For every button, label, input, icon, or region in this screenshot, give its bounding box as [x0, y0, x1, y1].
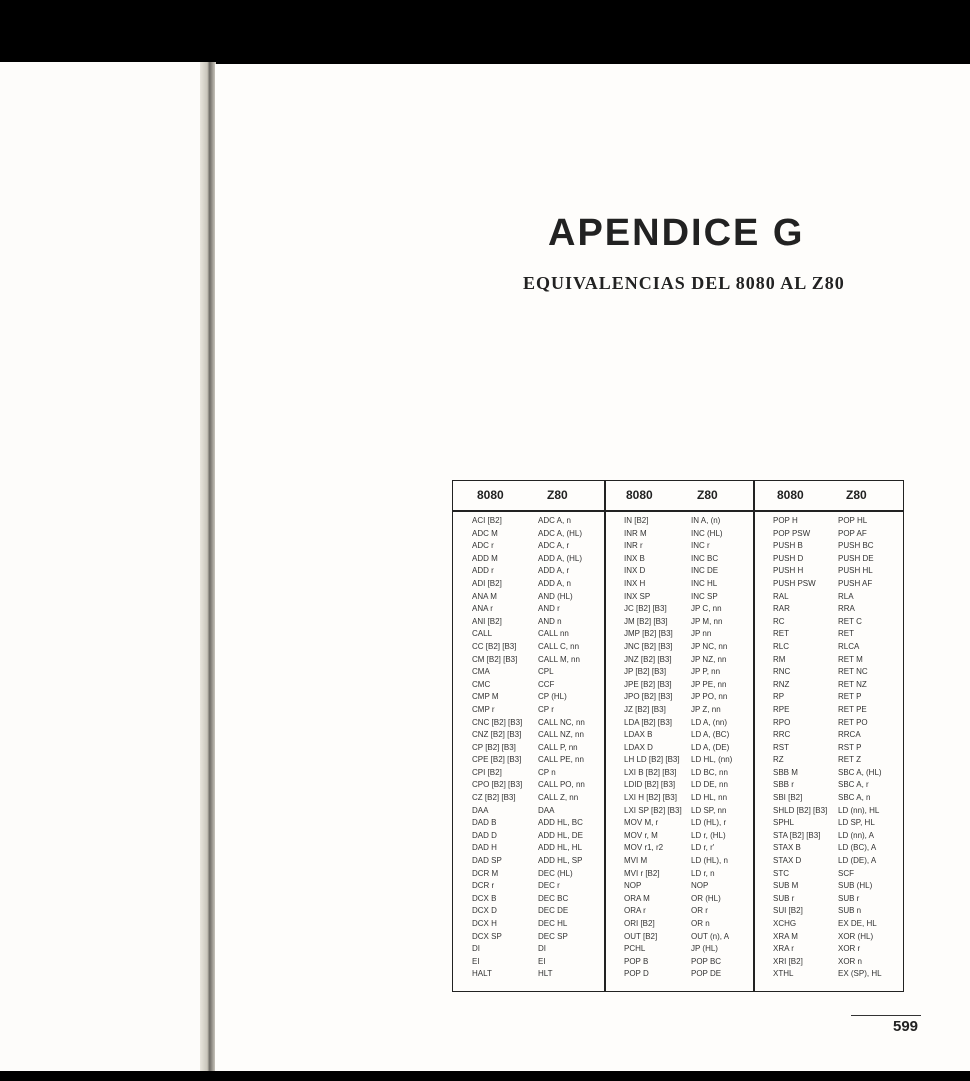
- opcode-8080: DI: [472, 944, 480, 954]
- opcode-8080: RZ: [773, 755, 784, 765]
- opcode-8080: RP: [773, 692, 785, 702]
- bottom-edge: [0, 1071, 970, 1081]
- opcode-z80: XOR n: [838, 956, 863, 966]
- opcode-z80: RET NZ: [838, 679, 867, 689]
- opcode-z80: JP PE, nn: [691, 679, 727, 689]
- opcode-z80: SUB (HL): [838, 881, 873, 891]
- opcode-8080: ORI [B2]: [624, 919, 655, 928]
- opcode-8080: JPE [B2] [B3]: [624, 679, 672, 689]
- opcode-z80: LD (nn), HL: [838, 805, 880, 815]
- opcode-z80: CP r: [538, 704, 554, 714]
- opcode-z80: LD HL, nn: [691, 793, 728, 803]
- opcode-8080: PUSH D: [773, 553, 804, 563]
- opcode-8080: XRA M: [773, 931, 798, 941]
- opcode-z80: CALL C, nn: [538, 641, 580, 651]
- opcode-8080: CNZ [B2] [B3]: [472, 730, 522, 740]
- opcode-8080: INR r: [624, 541, 643, 551]
- opcode-8080: EI: [472, 956, 480, 966]
- opcode-8080: CP [B2] [B3]: [472, 742, 516, 752]
- opcode-8080: ADD M: [472, 553, 498, 563]
- opcode-8080: SUB r: [773, 893, 795, 903]
- header-z80: Z80: [547, 488, 568, 502]
- opcode-8080: ORA r: [624, 906, 646, 916]
- opcode-z80: RET P: [838, 692, 862, 702]
- opcode-z80: RRA: [838, 604, 855, 614]
- opcode-z80: CALL PE, nn: [538, 755, 584, 765]
- opcode-z80: DEC r: [538, 881, 560, 891]
- opcode-z80: ADD A, (HL): [538, 553, 583, 563]
- opcode-8080: RET: [773, 629, 789, 639]
- header-8080: 8080: [626, 488, 653, 502]
- opcode-8080: STA [B2] [B3]: [773, 830, 821, 840]
- opcode-8080: DCR M: [472, 868, 499, 878]
- opcode-8080: ANI [B2]: [472, 616, 502, 626]
- opcode-8080: LXI H [B2] [B3]: [624, 793, 677, 803]
- opcode-z80: INC HL: [691, 578, 718, 588]
- opcode-z80: LD A, (DE): [691, 742, 730, 752]
- opcode-8080: JC [B2] [B3]: [624, 604, 667, 614]
- opcode-8080: DAA: [472, 805, 489, 815]
- opcode-z80: ADD HL, BC: [538, 818, 583, 828]
- opcode-z80: RET NC: [838, 667, 868, 677]
- opcode-8080: MVI r [B2]: [624, 868, 660, 878]
- opcode-z80: RET C: [838, 616, 862, 626]
- opcode-8080: DAD B: [472, 818, 497, 828]
- column-divider: [753, 481, 755, 991]
- opcode-z80: LD A, (nn): [691, 717, 728, 727]
- opcode-z80: POP BC: [691, 956, 722, 966]
- opcode-z80: RRCA: [838, 730, 861, 740]
- opcode-8080: DCX H: [472, 919, 497, 928]
- opcode-z80: LD (nn), A: [838, 830, 875, 840]
- opcode-z80: SBC A, r: [838, 780, 869, 790]
- opcode-8080: HALT: [472, 969, 492, 979]
- opcode-z80: XOR (HL): [838, 931, 874, 941]
- opcode-8080: ADC r: [472, 541, 494, 551]
- opcode-z80: OUT (n), A: [691, 931, 730, 941]
- opcode-z80: CALL NZ, nn: [538, 730, 584, 740]
- opcode-8080: SUI [B2]: [773, 906, 803, 916]
- opcode-8080: RPE: [773, 704, 790, 714]
- opcode-z80: PUSH HL: [838, 566, 873, 576]
- opcode-8080: CMC: [472, 679, 491, 689]
- opcode-8080: SBB M: [773, 767, 798, 777]
- opcode-8080: POP H: [773, 516, 798, 525]
- opcode-z80: AND (HL): [538, 591, 573, 601]
- opcode-8080: RNZ: [773, 679, 790, 689]
- opcode-z80: ADD HL, DE: [538, 830, 583, 840]
- opcode-z80: LD r, n: [691, 868, 715, 878]
- opcode-8080: MOV r, M: [624, 830, 658, 840]
- opcode-z80: INC (HL): [691, 528, 723, 538]
- opcode-8080: PCHL: [624, 944, 646, 954]
- opcode-8080: JM [B2] [B3]: [624, 616, 668, 626]
- opcode-z80: ADD HL, HL: [538, 843, 583, 853]
- left-page: [0, 62, 208, 1072]
- opcode-8080: DCX B: [472, 893, 497, 903]
- opcode-z80: EI: [538, 956, 546, 966]
- opcode-8080: LH LD [B2] [B3]: [624, 755, 680, 765]
- opcode-8080: RPO: [773, 717, 791, 727]
- opcode-8080: CPI [B2]: [472, 767, 502, 777]
- opcode-z80: LD (HL), n: [691, 856, 728, 866]
- opcode-8080: POP B: [624, 956, 649, 966]
- opcode-8080: INR M: [624, 528, 647, 538]
- opcode-z80: LD r, (HL): [691, 830, 726, 840]
- opcode-8080: LDID [B2] [B3]: [624, 780, 676, 790]
- book-spine: [200, 62, 216, 1072]
- opcode-z80: SBC A, n: [838, 793, 871, 803]
- opcode-8080: RM: [773, 654, 786, 664]
- opcode-8080: RRC: [773, 730, 791, 740]
- opcode-8080: CMP r: [472, 704, 495, 714]
- opcode-8080: LXI SP [B2] [B3]: [624, 805, 682, 815]
- opcode-z80: POP HL: [838, 516, 868, 525]
- opcode-z80: RST P: [838, 742, 862, 752]
- opcode-8080: CM [B2] [B3]: [472, 654, 518, 664]
- opcode-z80: JP PO, nn: [691, 692, 728, 702]
- opcode-z80: RLCA: [838, 641, 860, 651]
- opcode-z80: DEC BC: [538, 893, 569, 903]
- opcode-8080: ADC M: [472, 528, 498, 538]
- opcode-z80: JP C, nn: [691, 604, 722, 614]
- opcode-8080: SBB r: [773, 780, 794, 790]
- opcode-8080: INX B: [624, 553, 645, 563]
- opcode-z80: POP AF: [838, 528, 867, 538]
- opcode-z80: INC r: [691, 541, 710, 551]
- opcode-8080: ORA M: [624, 893, 650, 903]
- opcode-z80: LD HL, (nn): [691, 755, 733, 765]
- equivalence-table: [452, 480, 904, 992]
- opcode-8080: ADI [B2]: [472, 578, 502, 588]
- opcode-8080: XRI [B2]: [773, 956, 803, 966]
- opcode-8080: RNC: [773, 667, 791, 677]
- opcode-8080: RLC: [773, 641, 790, 651]
- header-8080: 8080: [477, 488, 504, 502]
- opcode-z80: OR (HL): [691, 893, 721, 903]
- opcode-z80: ADC A, (HL): [538, 528, 583, 538]
- opcode-8080: IN [B2]: [624, 516, 649, 525]
- opcode-z80: CALL Z, nn: [538, 793, 579, 803]
- opcode-z80: DEC DE: [538, 906, 569, 916]
- opcode-8080: LDAX D: [624, 742, 653, 752]
- opcode-z80: DI: [538, 944, 546, 954]
- page-number: 599: [893, 1018, 919, 1035]
- opcode-z80: XOR r: [838, 944, 861, 954]
- opcode-8080: SUB M: [773, 881, 799, 891]
- opcode-8080: DCR r: [472, 881, 495, 891]
- opcode-z80: SBC A, (HL): [838, 767, 882, 777]
- opcode-8080: JMP [B2] [B3]: [624, 629, 673, 639]
- opcode-8080: LDA [B2] [B3]: [624, 717, 673, 727]
- opcode-8080: PUSH PSW: [773, 578, 816, 588]
- opcode-8080: RAR: [773, 604, 790, 614]
- opcode-8080: RAL: [773, 591, 789, 601]
- opcode-z80: CP (HL): [538, 692, 567, 702]
- opcode-8080: ACI [B2]: [472, 516, 502, 525]
- opcode-z80: DEC SP: [538, 931, 568, 941]
- opcode-z80: CALL M, nn: [538, 654, 580, 664]
- opcode-8080: CALL: [472, 629, 493, 639]
- opcode-z80: ADC A, r: [538, 541, 570, 551]
- opcode-8080: CZ [B2] [B3]: [472, 793, 516, 803]
- opcode-z80: LD A, (BC): [691, 730, 730, 740]
- opcode-z80: IN A, (n): [691, 516, 721, 525]
- opcode-8080: DCX SP: [472, 931, 502, 941]
- opcode-z80: ADD A, r: [538, 566, 570, 576]
- opcode-z80: LD DE, nn: [691, 780, 728, 790]
- opcode-z80: CALL PO, nn: [538, 780, 585, 790]
- opcode-8080: INX H: [624, 578, 646, 588]
- opcode-z80: CALL nn: [538, 629, 569, 639]
- opcode-z80: LD r, r': [691, 843, 715, 853]
- opcode-8080: JNZ [B2] [B3]: [624, 654, 672, 664]
- opcode-z80: RET: [838, 629, 854, 639]
- opcode-z80: DAA: [538, 805, 555, 815]
- opcode-8080: INX SP: [624, 591, 651, 601]
- opcode-z80: SUB n: [838, 906, 862, 916]
- opcode-z80: PUSH DE: [838, 553, 874, 563]
- opcode-z80: CPL: [538, 667, 554, 677]
- opcode-z80: INC BC: [691, 553, 719, 563]
- opcode-8080: LXI B [B2] [B3]: [624, 767, 677, 777]
- opcode-8080: INX D: [624, 566, 646, 576]
- opcode-z80: JP NC, nn: [691, 641, 728, 651]
- opcode-8080: PUSH B: [773, 541, 803, 551]
- opcode-z80: LD SP, HL: [838, 818, 875, 828]
- opcode-z80: CCF: [538, 679, 555, 689]
- opcode-z80: OR r: [691, 906, 708, 916]
- opcode-8080: STAX B: [773, 843, 801, 853]
- opcode-8080: XRA r: [773, 944, 794, 954]
- opcode-z80: PUSH AF: [838, 578, 873, 588]
- opcode-z80: RET Z: [838, 755, 861, 765]
- opcode-z80: INC DE: [691, 566, 719, 576]
- opcode-z80: ADC A, n: [538, 516, 571, 525]
- opcode-8080: XTHL: [773, 969, 794, 979]
- opcode-8080: NOP: [624, 881, 642, 891]
- opcode-z80: JP M, nn: [691, 616, 723, 626]
- opcode-z80: CALL NC, nn: [538, 717, 585, 727]
- opcode-z80: ADD A, n: [538, 578, 571, 588]
- page-title: APENDICE G: [548, 212, 805, 254]
- opcode-z80: LD (DE), A: [838, 856, 877, 866]
- opcode-8080: CMA: [472, 667, 490, 677]
- opcode-8080: CC [B2] [B3]: [472, 641, 517, 651]
- opcode-z80: INC SP: [691, 591, 718, 601]
- opcode-z80: ADD HL, SP: [538, 856, 583, 866]
- opcode-z80: DEC HL: [538, 919, 568, 928]
- opcode-z80: LD SP, nn: [691, 805, 727, 815]
- opcode-8080: ANA r: [472, 604, 493, 614]
- opcode-z80: CALL P, nn: [538, 742, 578, 752]
- opcode-8080: SPHL: [773, 818, 794, 828]
- page-subtitle: EQUIVALENCIAS DEL 8080 AL Z80: [523, 273, 845, 293]
- opcode-8080: ADD r: [472, 566, 494, 576]
- opcode-8080: DCX D: [472, 906, 497, 916]
- opcode-z80: POP DE: [691, 969, 722, 979]
- opcode-8080: MOV r1, r2: [624, 843, 664, 853]
- opcode-z80: SUB r: [838, 893, 860, 903]
- opcode-z80: LD (BC), A: [838, 843, 877, 853]
- opcode-8080: RC: [773, 616, 785, 626]
- opcode-8080: LDAX B: [624, 730, 653, 740]
- header-8080: 8080: [777, 488, 804, 502]
- opcode-z80: RLA: [838, 591, 854, 601]
- opcode-z80: JP nn: [691, 629, 712, 639]
- opcode-z80: EX DE, HL: [838, 919, 877, 928]
- opcode-8080: MVI M: [624, 856, 648, 866]
- page-number-rule: [851, 1015, 921, 1016]
- opcode-z80: RET PE: [838, 704, 867, 714]
- opcode-8080: CNC [B2] [B3]: [472, 717, 523, 727]
- opcode-8080: POP D: [624, 969, 649, 979]
- opcode-z80: JP Z, nn: [691, 704, 721, 714]
- opcode-z80: AND n: [538, 616, 562, 626]
- opcode-8080: XCHG: [773, 919, 797, 928]
- opcode-z80: OR n: [691, 919, 710, 928]
- opcode-z80: JP NZ, nn: [691, 654, 727, 664]
- opcode-8080: RST: [773, 742, 789, 752]
- opcode-8080: CMP M: [472, 692, 499, 702]
- header-divider: [453, 510, 903, 512]
- header-z80: Z80: [697, 488, 718, 502]
- opcode-z80: JP P, nn: [691, 667, 721, 677]
- opcode-z80: LD BC, nn: [691, 767, 728, 777]
- opcode-z80: LD (HL), r: [691, 818, 727, 828]
- opcode-8080: JZ [B2] [B3]: [624, 704, 666, 714]
- opcode-8080: CPO [B2] [B3]: [472, 780, 523, 790]
- opcode-8080: MOV M, r: [624, 818, 659, 828]
- opcode-z80: SCF: [838, 868, 854, 878]
- opcode-z80: RET PO: [838, 717, 868, 727]
- opcode-8080: OUT [B2]: [624, 931, 658, 941]
- opcode-z80: EX (SP), HL: [838, 969, 882, 979]
- opcode-8080: STC: [773, 868, 789, 878]
- opcode-8080: DAD H: [472, 843, 497, 853]
- opcode-8080: POP PSW: [773, 528, 811, 538]
- opcode-8080: DAD D: [472, 830, 497, 840]
- opcode-z80: CP n: [538, 767, 556, 777]
- opcode-z80: AND r: [538, 604, 560, 614]
- opcode-8080: JP [B2] [B3]: [624, 667, 667, 677]
- opcode-8080: SHLD [B2] [B3]: [773, 805, 828, 815]
- opcode-8080: PUSH H: [773, 566, 804, 576]
- opcode-z80: PUSH BC: [838, 541, 874, 551]
- opcode-8080: ANA M: [472, 591, 497, 601]
- opcode-8080: CPE [B2] [B3]: [472, 755, 522, 765]
- opcode-8080: DAD SP: [472, 856, 502, 866]
- opcode-z80: JP (HL): [691, 944, 718, 954]
- opcode-z80: NOP: [691, 881, 709, 891]
- opcode-8080: JPO [B2] [B3]: [624, 692, 673, 702]
- opcode-8080: SBI [B2]: [773, 793, 803, 803]
- opcode-8080: JNC [B2] [B3]: [624, 641, 673, 651]
- column-divider: [604, 481, 606, 991]
- header-z80: Z80: [846, 488, 867, 502]
- opcode-z80: HLT: [538, 969, 553, 979]
- opcode-z80: RET M: [838, 654, 863, 664]
- opcode-z80: DEC (HL): [538, 868, 573, 878]
- opcode-8080: STAX D: [773, 856, 802, 866]
